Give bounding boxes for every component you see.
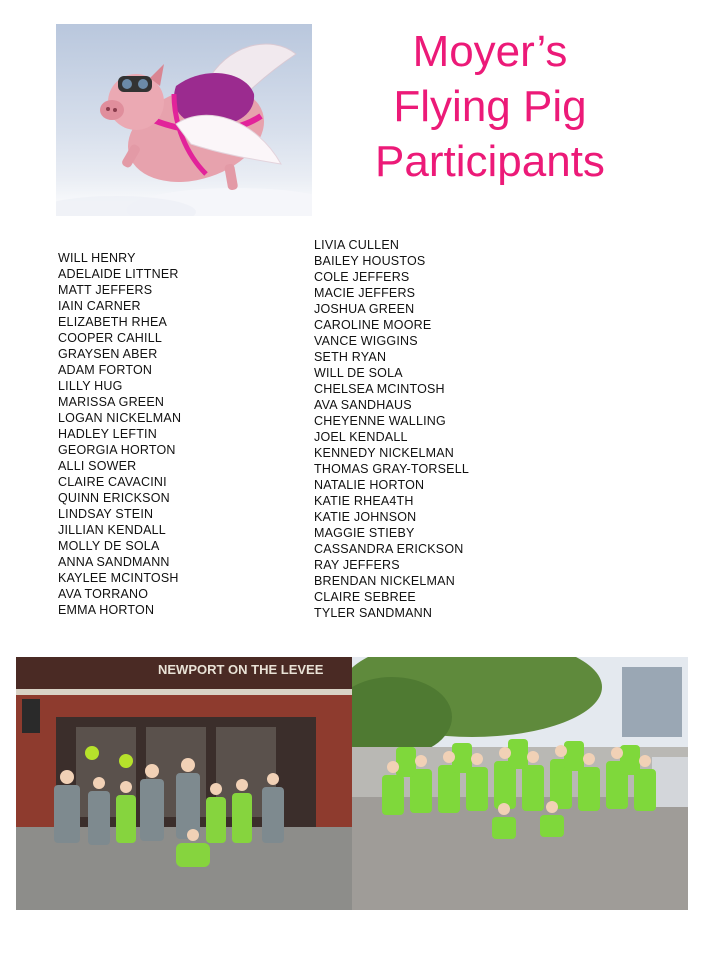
participant-name: JOSHUA GREEN — [314, 302, 415, 316]
participant-name: ELIZABETH RHEA — [58, 315, 168, 329]
title-line-2: Flying Pig — [393, 82, 587, 131]
participant-name: CHEYENNE WALLING — [314, 414, 446, 428]
participant-name: ADELAIDE LITTNER — [58, 267, 179, 281]
participant-name: WILL DE SOLA — [314, 366, 403, 380]
flying-pig-image — [56, 24, 312, 216]
participant-name: SETH RYAN — [314, 350, 387, 364]
participant-name: COOPER CAHILL — [58, 331, 163, 345]
participant-name: KATIE JOHNSON — [314, 510, 417, 524]
flying-pig-illustration — [56, 24, 312, 216]
participant-name: CHELSEA MCINTOSH — [314, 382, 445, 396]
participant-name: RAY JEFFERS — [314, 558, 400, 572]
participant-name: QUINN ERICKSON — [58, 491, 170, 505]
participant-name: BRENDAN NICKELMAN — [314, 574, 455, 588]
participant-name: THOMAS GRAY-TORSELL — [314, 462, 469, 476]
participant-name: MAGGIE STIEBY — [314, 526, 415, 540]
title-line-3: Participants — [375, 137, 605, 186]
participant-name: CASSANDRA ERICKSON — [314, 542, 464, 556]
participant-name: JILLIAN KENDALL — [58, 523, 166, 537]
participant-name: MOLLY DE SOLA — [58, 539, 160, 553]
participant-name: MATT JEFFERS — [58, 283, 153, 297]
group-photo-left — [16, 657, 352, 910]
participants-list-right — [314, 237, 469, 621]
group-photo-right-illustration — [352, 657, 688, 910]
participant-name: KAYLEE MCINTOSH — [58, 571, 179, 585]
title-line-1: Moyer’s — [412, 27, 568, 76]
participant-name: JOEL KENDALL — [314, 430, 408, 444]
participant-name: BAILEY HOUSTOS — [314, 254, 426, 268]
page-title — [340, 24, 640, 189]
participant-name: LINDSAY STEIN — [58, 507, 154, 521]
participant-name: GEORGIA HORTON — [58, 443, 176, 457]
participant-name: AVA TORRANO — [58, 587, 149, 601]
participant-name: WILL HENRY — [58, 251, 136, 265]
participant-name: NATALIE HORTON — [314, 478, 425, 492]
participant-name: TYLER SANDMANN — [314, 606, 433, 620]
participant-name: IAIN CARNER — [58, 299, 141, 313]
participant-name: VANCE WIGGINS — [314, 334, 418, 348]
participant-name: MARISSA GREEN — [58, 395, 165, 409]
participant-name: KENNEDY NICKELMAN — [314, 446, 455, 460]
participant-name: ADAM FORTON — [58, 363, 153, 377]
participant-name: LOGAN NICKELMAN — [58, 411, 182, 425]
participant-name: MACIE JEFFERS — [314, 286, 416, 300]
participant-name: KATIE RHEA4TH — [314, 494, 414, 508]
participant-name: COLE JEFFERS — [314, 270, 410, 284]
participant-name: AVA SANDHAUS — [314, 398, 412, 412]
participant-name: CAROLINE MOORE — [314, 318, 432, 332]
venue-sign-text: NEWPORT ON THE LEVEE — [158, 662, 324, 677]
participants-list-left — [58, 250, 181, 618]
group-photo-left-illustration — [16, 657, 352, 910]
participant-name: CLAIRE CAVACINI — [58, 475, 167, 489]
participant-name: CLAIRE SEBREE — [314, 590, 416, 604]
participant-name: ANNA SANDMANN — [58, 555, 170, 569]
participant-name: HADLEY LEFTIN — [58, 427, 157, 441]
participant-name: LIVIA CULLEN — [314, 238, 400, 252]
group-photo-right — [352, 657, 688, 910]
participant-name: LILLY HUG — [58, 379, 123, 393]
participant-name: ALLI SOWER — [58, 459, 137, 473]
participant-name: EMMA HORTON — [58, 603, 155, 617]
participant-name: GRAYSEN ABER — [58, 347, 158, 361]
